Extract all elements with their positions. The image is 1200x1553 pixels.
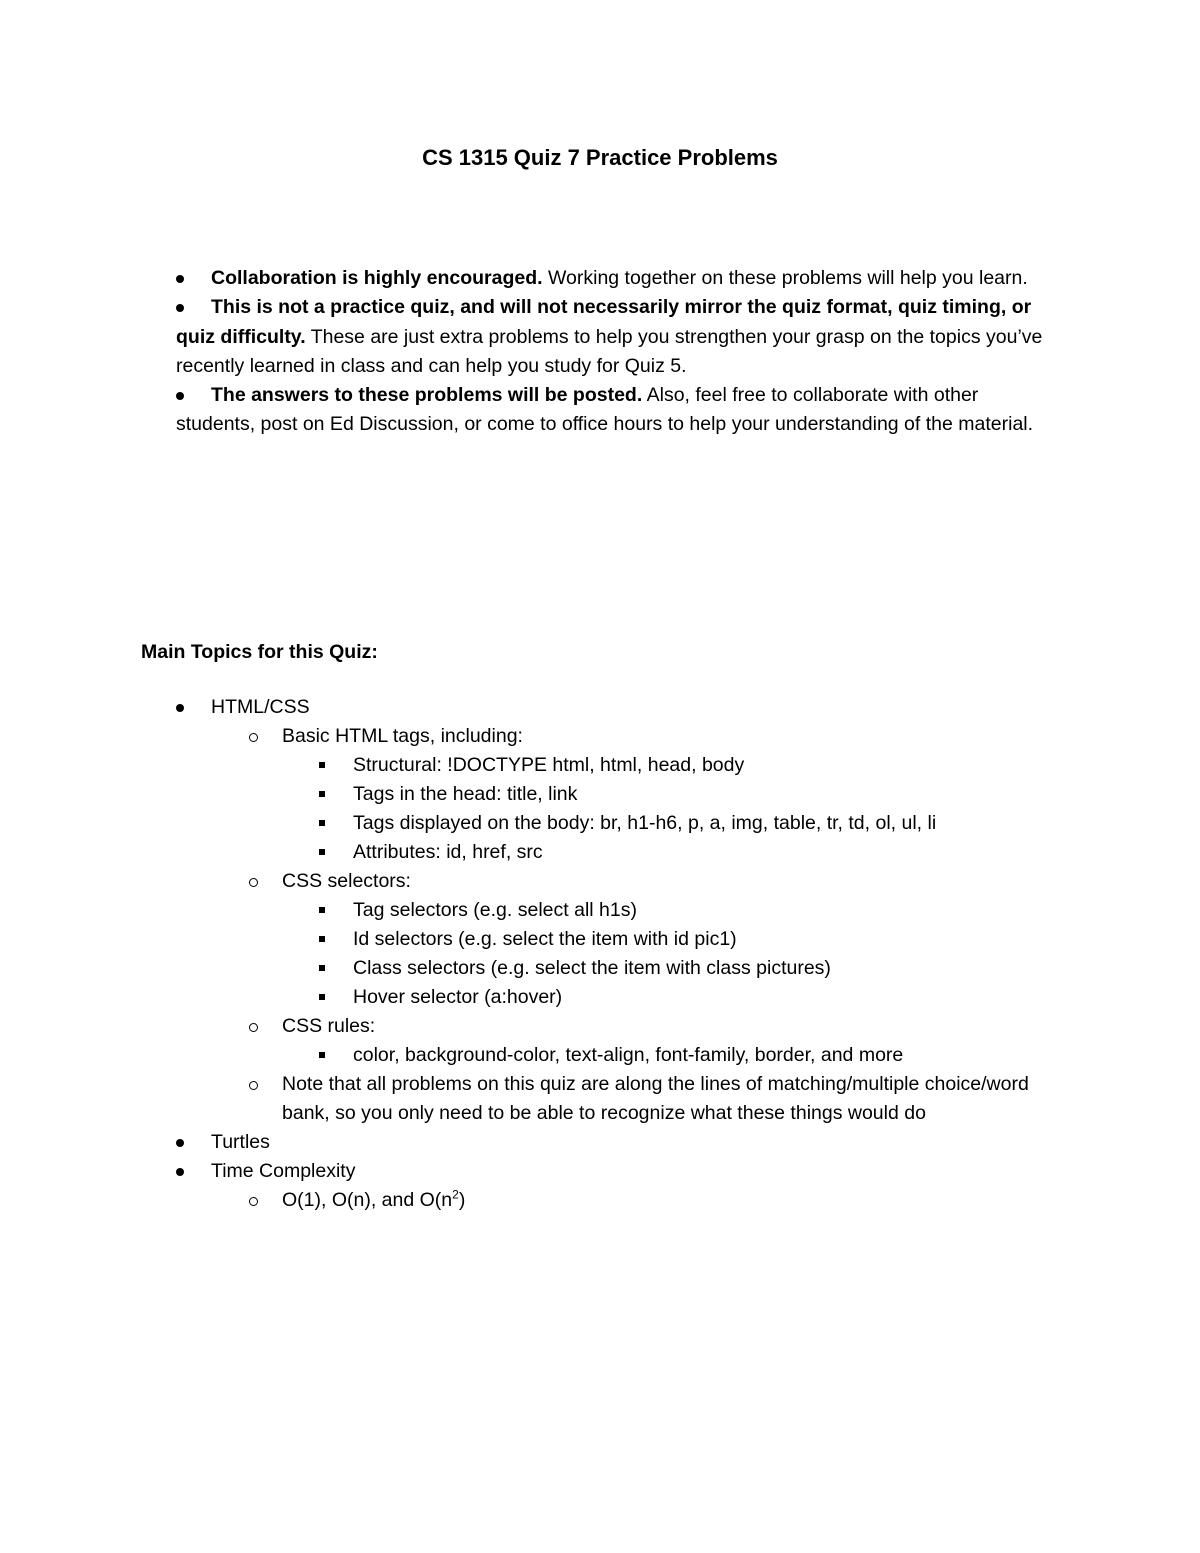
topic-css-rules: CSS rules: (282, 1015, 376, 1037)
topic-subitem: color, background-color, text-align, font-family, border, and more (353, 1044, 904, 1066)
intro-bold-text: Collaboration is highly encouraged. (211, 267, 543, 289)
topic-subitem: Tag selectors (e.g. select all h1s) (353, 899, 637, 921)
list-item (176, 1157, 1056, 1186)
list-item (176, 867, 1056, 896)
list-item (176, 381, 1056, 440)
list-item (176, 751, 1056, 780)
list-item (176, 293, 1056, 381)
complexity-text: O(1), O(n), and O(n (282, 1189, 453, 1211)
list-item (176, 838, 1056, 867)
topic-css-selectors: CSS selectors: (282, 870, 411, 892)
list-item (176, 1186, 1056, 1215)
topic-subitem: Hover selector (a:hover) (353, 986, 563, 1008)
topic-subitem: Id selectors (e.g. select the item with id pic1) (353, 928, 737, 950)
intro-bold-text: The answers to these problems will be posted. (211, 384, 643, 407)
list-item (176, 1012, 1056, 1041)
list-item (176, 722, 1056, 751)
list-item (176, 1041, 1056, 1070)
topic-subitem: Structural: !DOCTYPE html, html, head, body (353, 754, 745, 776)
list-item (176, 1070, 1056, 1128)
intro-text: Working together on these problems will help you learn. (542, 267, 1028, 289)
page-title: CS 1315 Quiz 7 Practice Problems (422, 145, 778, 170)
topic-html-css: HTML/CSS (211, 696, 310, 718)
topics-heading: Main Topics for this Quiz: (141, 641, 378, 663)
topic-subitem: Tags displayed on the body: br, h1-h6, p, a, img, table, tr, td, ol, ul, li (353, 812, 937, 834)
topics-list (176, 693, 1056, 1215)
list-item (176, 780, 1056, 809)
topic-subitem: Tags in the head: title, link (353, 783, 578, 805)
intro-list (176, 264, 1056, 440)
topic-time-complexity: Time Complexity (211, 1160, 356, 1182)
list-item (176, 954, 1056, 983)
topic-basic-tags: Basic HTML tags, including: (282, 725, 523, 747)
intro-bold-text: This is not a practice quiz, and will not necessarily mirror the quiz format, quiz timing, or quiz difficulty. (176, 296, 1032, 348)
topic-note: Note that all problems on this quiz are along the lines of matching/multiple choice/word bank, so you only need to be able to recognize what these things would do (282, 1073, 1029, 1124)
complexity-suffix: ) (458, 1189, 466, 1211)
list-item (176, 264, 1056, 293)
topic-subitem: Attributes: id, href, src (353, 841, 543, 863)
intro-text: Also, feel free to collaborate with other students, post on Ed Discussion, or come to office hours to help your understanding of the material. (176, 384, 1034, 436)
topic-subitem: Class selectors (e.g. select the item with class pictures) (353, 957, 831, 979)
list-item (176, 983, 1056, 1012)
intro-text: These are just extra problems to help you strengthen your grasp on the topics you’ve recently learned in class and can help you study for Quiz 5. (176, 325, 1043, 377)
list-item (176, 896, 1056, 925)
list-item (176, 693, 1056, 722)
topic-turtles: Turtles (211, 1131, 270, 1153)
list-item (176, 809, 1056, 838)
complexity-superscript: 2 (452, 1187, 459, 1202)
list-item (176, 1128, 1056, 1157)
list-item (176, 925, 1056, 954)
